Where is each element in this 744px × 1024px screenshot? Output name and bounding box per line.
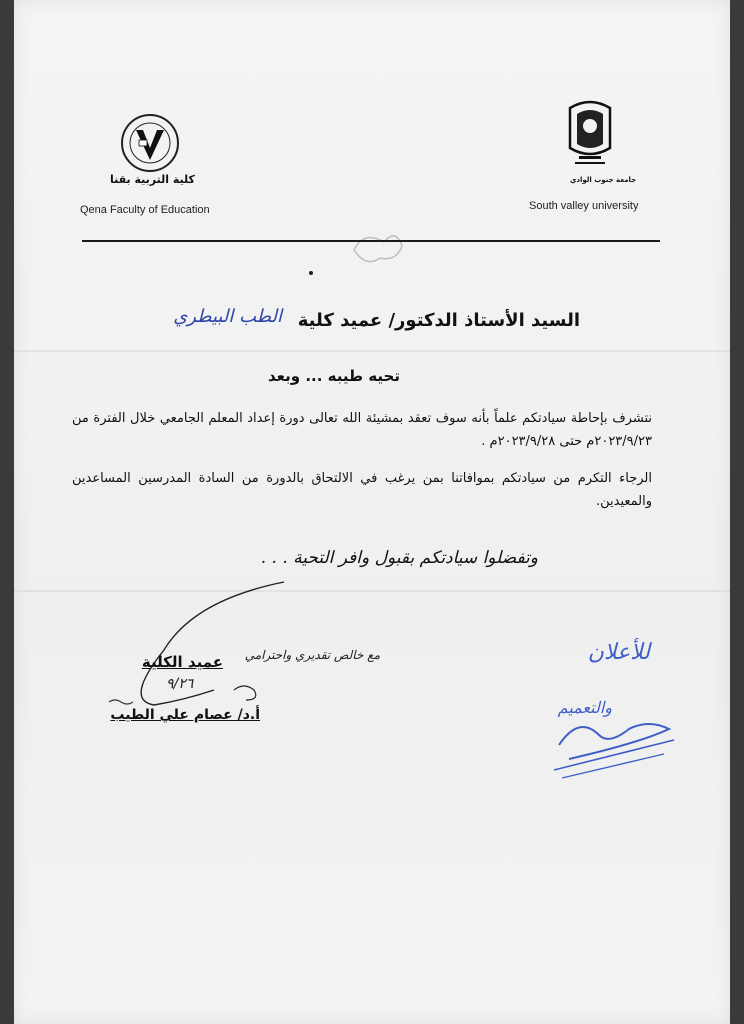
faculty-caption: Qena Faculty of Education bbox=[80, 204, 210, 216]
blue-annotation-line2: والتعميم bbox=[557, 698, 612, 717]
body-paragraph-2: الرجاء التكرم من سيادتكم بموافاتنا بمن يرغب في الالتحاق بالدورة من السادة المدرسين المساعدين والمعيدين. bbox=[72, 471, 652, 509]
university-logo-text: جامعة جنوب الوادي bbox=[570, 176, 637, 184]
signature-date: ٩/٢٦ bbox=[166, 676, 194, 692]
university-caption: South valley university bbox=[529, 200, 639, 212]
greeting: تحيه طيبه ... وبعد bbox=[268, 367, 400, 385]
closing-line: وتفضلوا سيادتكم بقبول وافر التحية . . . bbox=[260, 548, 538, 568]
blue-annotation-line1: للأعلان bbox=[587, 640, 650, 665]
handwritten-faculty-name: الطب البيطري bbox=[173, 306, 282, 327]
faculty-logo-text: كلية التربية بقنا bbox=[110, 173, 195, 186]
dean-title: عميد الكلية bbox=[141, 653, 223, 671]
salutation: السيد الأستاذ الدكتور/ عميد كلية bbox=[297, 310, 580, 331]
handwritten-regards: مع خالص تقديري واحترامي bbox=[244, 648, 380, 662]
letter-page bbox=[14, 0, 730, 1024]
dean-name: أ.د/ عصام علي الطيب bbox=[110, 707, 260, 723]
blue-initials-signature bbox=[14, 0, 730, 1024]
body-paragraph-1: نتشرف بإحاطة سيادتكم علماً بأنه سوف تعقد بمشيئة الله تعالى دورة إعداد المعلم الجامعي خلال الفترة من ٢٠٢٣/٩/٢٣م حتى ٢٠٢٣/٩/٢٨م . bbox=[72, 411, 652, 449]
